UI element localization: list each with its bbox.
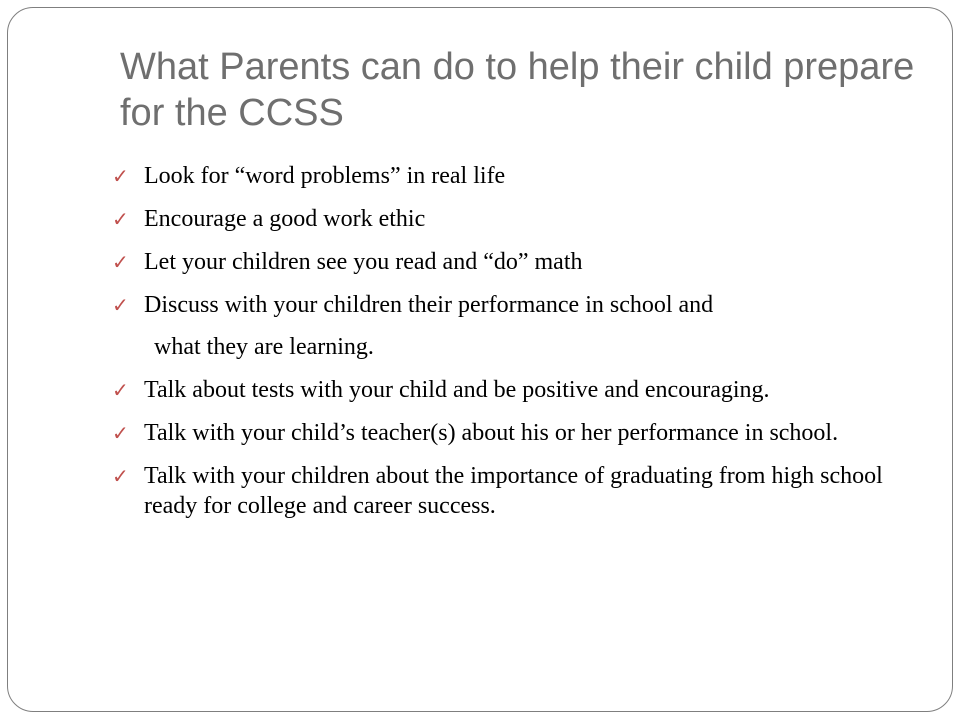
list-item	[112, 161, 912, 191]
checkmark-icon: ✓	[112, 207, 129, 231]
list-item-continuation	[112, 332, 912, 362]
list-item	[112, 461, 912, 521]
bullet-text: Talk with your child’s teacher(s) about his or her performance in school.	[144, 420, 839, 446]
bullet-text: Look for “word problems” in real life	[144, 163, 506, 189]
bullet-text: Encourage a good work ethic	[144, 206, 426, 232]
list-item	[112, 247, 912, 277]
bullet-list	[112, 161, 912, 534]
bullet-text: Let your children see you read and “do” math	[144, 249, 583, 275]
checkmark-icon: ✓	[112, 421, 129, 445]
checkmark-icon: ✓	[112, 378, 129, 402]
slide-frame	[7, 7, 953, 712]
list-item	[112, 375, 912, 405]
checkmark-icon: ✓	[112, 250, 129, 274]
bullet-text: Talk with your children about the importance of graduating from high school ready for college and career success.	[144, 463, 883, 519]
list-item	[112, 418, 912, 448]
bullet-text: Discuss with your children their performance in school and	[144, 292, 714, 318]
list-item	[112, 290, 912, 320]
bullet-text: Talk about tests with your child and be positive and encouraging.	[144, 377, 770, 403]
checkmark-icon: ✓	[112, 293, 129, 317]
slide-title: What Parents can do to help their child prepare for the CCSS	[120, 46, 915, 134]
list-item	[112, 204, 912, 234]
checkmark-icon: ✓	[112, 164, 129, 188]
checkmark-icon: ✓	[112, 464, 129, 488]
bullet-text: what they are learning.	[154, 334, 374, 360]
